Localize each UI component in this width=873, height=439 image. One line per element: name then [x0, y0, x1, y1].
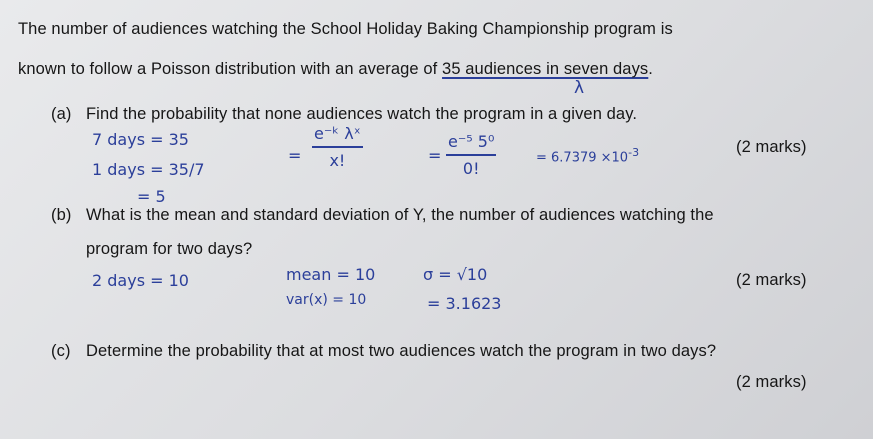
- hw-a-result: [536, 146, 639, 165]
- part-a-marks: (2 marks): [736, 138, 807, 156]
- hw-a-formula-denominator: x!: [329, 150, 346, 170]
- stem-line-2-suffix: .: [648, 60, 653, 78]
- fraction-bar: [446, 154, 496, 156]
- hw-a-sub-denominator: 0!: [462, 158, 480, 178]
- part-b-question-line-1: What is the mean and standard deviation of Y, the number of audiences watching the: [86, 206, 714, 224]
- hw-b-sigma: σ = √10: [423, 265, 488, 284]
- hw-b-variance: var(x) = 10: [286, 292, 367, 308]
- hw-a-formula-numerator: e⁻ᵏ λˣ: [314, 124, 361, 143]
- hw-a-sub-numerator: e⁻⁵ 5⁰: [448, 132, 495, 151]
- part-b-question-line-2: program for two days?: [86, 240, 253, 258]
- hw-a-poisson-formula: [312, 124, 363, 170]
- part-c-marks: (2 marks): [736, 373, 807, 391]
- part-a-question: Find the probability that none audiences watch the program in a given day.: [86, 105, 638, 123]
- hw-a-lambda-value: = 5: [137, 187, 166, 206]
- lambda-annotation: λ: [574, 78, 585, 98]
- part-a-label: (a): [51, 105, 72, 123]
- stem-line-1: The number of audiences watching the School Holiday Baking Championship program is: [18, 20, 673, 38]
- hw-b-two-days: 2 days = 10: [92, 271, 189, 290]
- stem-line-2-prefix: known to follow a Poisson distribution with an average of: [18, 60, 443, 78]
- hw-a-equals-2: =: [428, 146, 442, 165]
- hw-a-one-day: 1 days = 35/7: [92, 160, 205, 179]
- part-b-label: (b): [51, 206, 72, 224]
- fraction-bar: [312, 146, 363, 148]
- hw-a-result-exponent: -3: [628, 146, 640, 159]
- part-c-question: Determine the probability that at most two audiences watch the program in two days?: [86, 342, 717, 360]
- hw-a-equals-1: =: [288, 146, 302, 165]
- stem-line-2: [18, 60, 653, 79]
- stem-underlined-average: 35 audiences in seven days: [442, 60, 649, 78]
- hw-b-mean: mean = 10: [286, 265, 376, 284]
- hw-b-sigma-value: = 3.1623: [427, 294, 502, 313]
- hw-a-substituted: [446, 132, 496, 178]
- hw-a-seven-days: 7 days = 35: [92, 130, 189, 149]
- hw-a-result-value: = 6.7379 ×10: [536, 150, 629, 166]
- part-b-marks: (2 marks): [736, 271, 807, 289]
- part-c-label: (c): [51, 342, 71, 360]
